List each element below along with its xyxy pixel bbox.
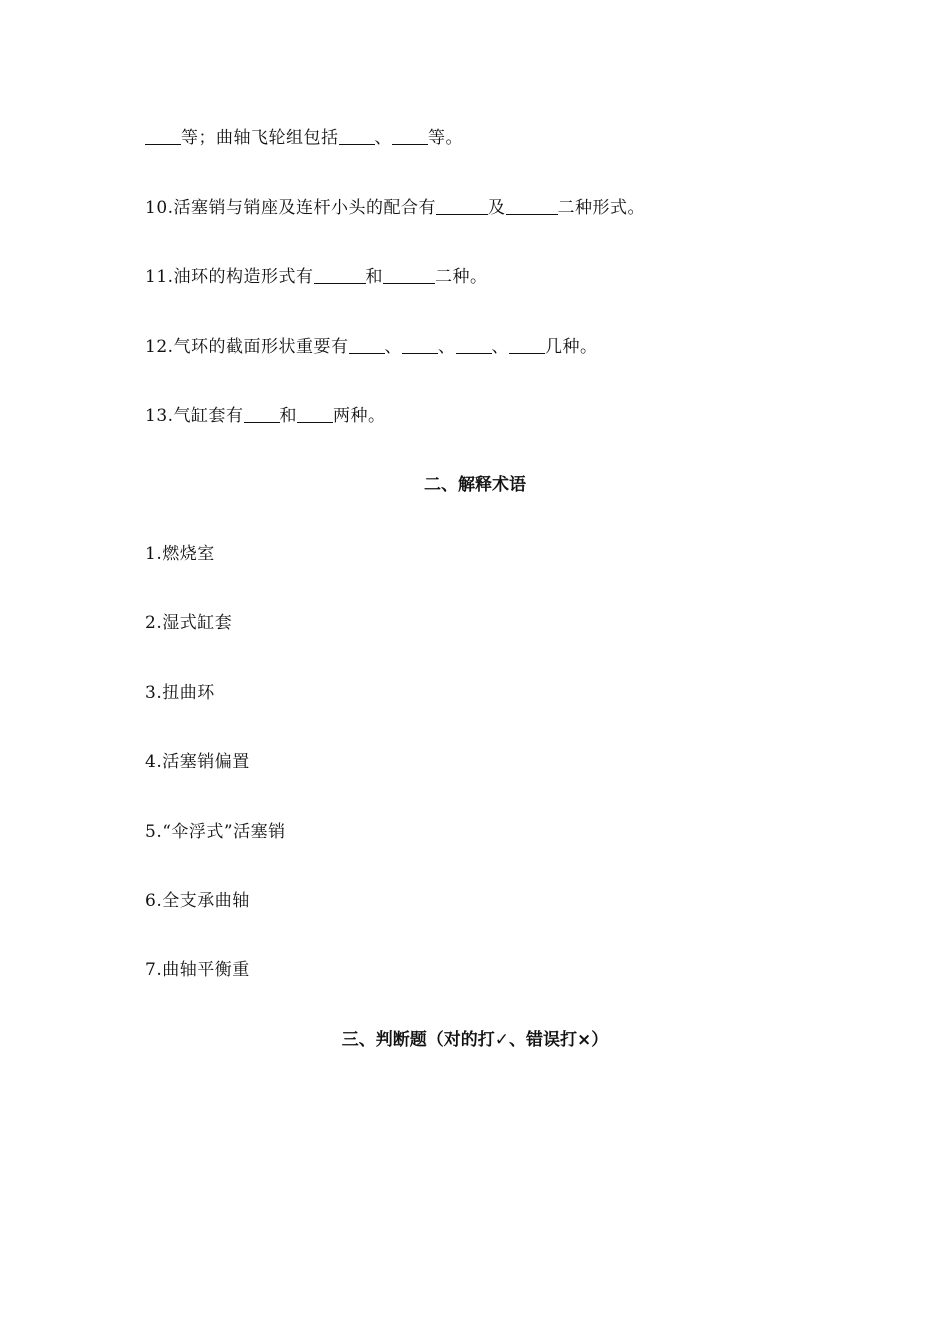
question-text: 两种。 xyxy=(333,406,386,426)
answer-blank[interactable] xyxy=(314,267,366,284)
answer-blank[interactable] xyxy=(392,128,428,145)
term-item: 7.曲轴平衡重 xyxy=(145,960,250,980)
question-text: 、 xyxy=(384,337,403,357)
answer-blank[interactable] xyxy=(456,337,492,354)
question-text: 和 xyxy=(365,267,384,287)
fill-in-question-10 xyxy=(145,198,645,218)
fill-in-question-12 xyxy=(145,337,598,357)
answer-blank[interactable] xyxy=(297,406,333,423)
term-item: 6.全支承曲轴 xyxy=(145,891,250,911)
term-item: 1.燃烧室 xyxy=(145,544,215,564)
answer-blank[interactable] xyxy=(402,337,438,354)
question-text: 、 xyxy=(438,337,456,357)
question-text: 、 xyxy=(491,337,510,357)
question-text: 、 xyxy=(374,128,392,148)
question-text: 等。 xyxy=(428,128,463,148)
answer-blank[interactable] xyxy=(339,128,375,145)
question-text: 11.油环的构造形式有 xyxy=(145,267,314,287)
question-text: 二种。 xyxy=(435,267,488,287)
answer-blank[interactable] xyxy=(383,267,435,284)
answer-blank[interactable] xyxy=(145,128,181,145)
answer-blank[interactable] xyxy=(244,406,280,423)
fill-in-question-13 xyxy=(145,406,386,426)
section-heading-judgment: 三、判断题（对的打✓、错误打×） xyxy=(341,1030,609,1050)
section-heading-terms: 二、解释术语 xyxy=(424,475,526,495)
term-item: 4.活塞销偏置 xyxy=(145,752,250,772)
answer-blank[interactable] xyxy=(509,337,545,354)
question-text: 和 xyxy=(279,406,298,426)
question-text: 二种形式。 xyxy=(557,198,646,218)
question-text: 13.气缸套有 xyxy=(145,406,244,426)
question-text: 12.气环的截面形状重要有 xyxy=(145,337,349,357)
question-text: 10.活塞销与销座及连杆小头的配合有 xyxy=(145,198,437,218)
fill-in-question-11 xyxy=(145,267,488,287)
answer-blank[interactable] xyxy=(506,198,558,215)
question-text: 几种。 xyxy=(545,337,598,357)
question-text: 及 xyxy=(488,198,506,218)
fill-in-line-9-continued xyxy=(145,128,463,148)
question-text: 等；曲轴飞轮组包括 xyxy=(181,128,339,148)
term-item: 5.“伞浮式”活塞销 xyxy=(145,822,286,842)
term-item: 3.扭曲环 xyxy=(145,683,215,703)
answer-blank[interactable] xyxy=(349,337,385,354)
term-item: 2.湿式缸套 xyxy=(145,613,233,633)
answer-blank[interactable] xyxy=(436,198,488,215)
